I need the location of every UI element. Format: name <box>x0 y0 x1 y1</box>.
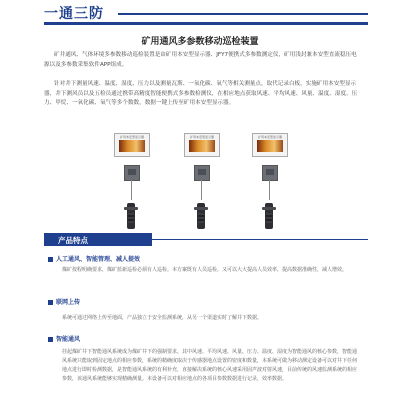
power-box <box>194 165 210 181</box>
intro-paragraph: 矿井通风、气体环境多参数移动巡检装置是由矿用本安型显示器、JFY7便携式多参数测定仪，矿用浅封兼本安型直流稳压电源以及多参数采集软件APP组成。 <box>44 52 357 68</box>
cable <box>201 180 202 200</box>
display-screen <box>114 133 150 157</box>
power-box <box>262 165 278 181</box>
display-screen <box>252 133 288 157</box>
sensor-device <box>197 203 205 229</box>
square-bullet-icon <box>48 257 53 262</box>
sensor-device <box>127 203 135 229</box>
screen-image <box>257 140 283 152</box>
screen-label: 矿用本安型显示器 <box>257 135 282 139</box>
page-header-title: 一通三防 <box>44 6 104 22</box>
square-bullet-icon <box>48 300 53 305</box>
header-underline <box>44 22 368 25</box>
cable <box>269 180 270 200</box>
display-screen <box>184 133 220 157</box>
screen-label: 矿用本安型显示器 <box>189 135 214 139</box>
section-header-line <box>152 239 368 240</box>
screen-image <box>119 140 145 152</box>
feature-text: 煤矿按程明确要求，煤矿蓝新巡检必须有人巡检。本方案既有人员巡检，又可以大大提高人员效率，提高数据准确性，减人增效。 <box>62 267 348 273</box>
document-title: 矿用通风多参数移动巡检装置 <box>141 37 259 47</box>
screen-label: 矿用本安型显示器 <box>119 135 144 139</box>
power-box <box>124 165 140 181</box>
description-paragraph: 针对井下测量风速、温度、湿度、压力以及测量瓦斯、一氧化碳、氧气等相关测量点，取代记录白板，实施矿用本安型显示器，井下测风员以及五检员通过携带高精度智能便携式多参数检测仪，在相应地点获取风速、平均风速、风量、温度、湿度、压力、甲烷、一氧化碳、氧气等多个数数，数据一键上传至矿用本安型显示器。 <box>44 81 358 106</box>
section-title: 产品特点 <box>58 236 88 245</box>
product-images <box>100 133 300 241</box>
feature-text: 挂起煤矿井下智能通风系统成为煤矿井下的强制要求，其中风速、平均风速、风量、压力、温度、湿度为智能通风的核心参数，智能通风系统只能取到固定地点的相应参数，系统的精确度取决于传感器地点设置的密度和数量，本系统可做为移动测定设备可以对井下任何地点进行即时检测数据，是智能通风系统的有利补充，直接解决系统的核心风速采用固声波对射风速，目前传统的风速监测系统的相应参数，该通风系统能够实现精确测量。本设备可以对相应地点的各项目参数数据进行记录，效率数据。 <box>62 349 358 382</box>
screen-image <box>189 140 215 152</box>
feature-title: 智能通风 <box>48 334 80 343</box>
cable <box>131 180 132 200</box>
feature-title: 联网上传 <box>48 297 80 306</box>
feature-text: 系统可通过网络上传至地面，产品独立于安全监测系统，从另一个渠道实时了解井下数据。 <box>62 315 263 321</box>
feature-title: 人工通风、智能管理、减人提效 <box>48 254 140 263</box>
header-divider <box>118 13 368 15</box>
square-bullet-icon <box>48 337 53 342</box>
sensor-device <box>265 203 273 229</box>
